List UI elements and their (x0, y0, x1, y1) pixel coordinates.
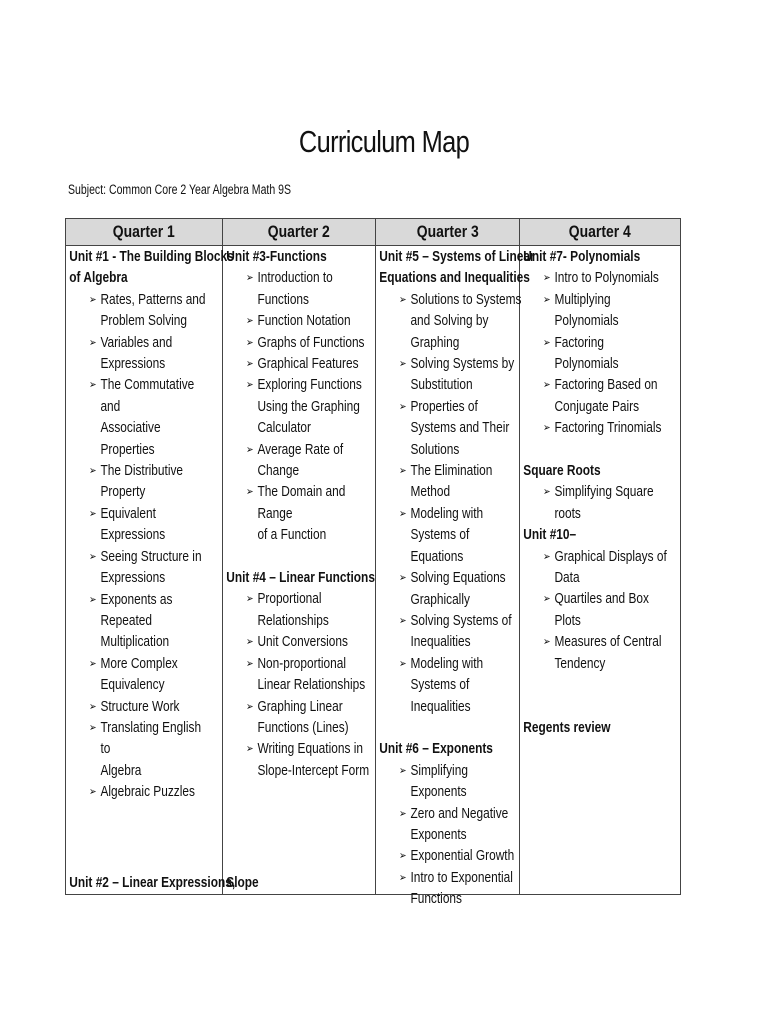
list-item-text (257, 632, 348, 653)
list-item-line: and Solving by (410, 313, 489, 330)
list-item-text (554, 589, 666, 632)
regents-review-heading: Regents review (523, 719, 611, 736)
list-item (226, 354, 370, 375)
list-item-line: Solving Equations (410, 570, 506, 587)
arrow-bullet-icon: ➢ (88, 293, 97, 306)
list-item-line: Factoring Based on (554, 377, 658, 394)
list-item-line: Solutions (410, 441, 460, 458)
list-item-text (410, 290, 521, 354)
list-item (69, 782, 213, 803)
list-item-line: Rates, Patterns and (100, 291, 206, 308)
list-item-text (257, 697, 348, 740)
arrow-bullet-icon: ➢ (245, 657, 254, 670)
arrow-bullet-icon: ➢ (542, 336, 551, 349)
list-item-line: Proportional (257, 591, 322, 608)
list-item-line: Calculator (257, 420, 311, 437)
list-item-line: Functions (257, 291, 309, 308)
list-item-line: Expressions (100, 570, 166, 587)
unit-4-heading: Unit #4 – Linear Functions (226, 570, 375, 587)
list-item-line: Non-proportional (257, 655, 347, 672)
list-item-text (554, 333, 666, 376)
list-item-line: Method (410, 484, 451, 501)
list-item (69, 718, 213, 782)
arrow-bullet-icon: ➢ (542, 379, 551, 392)
list-item-line: Algebraic Puzzles (100, 784, 195, 801)
arrow-bullet-icon: ➢ (398, 871, 407, 884)
list-item-line: Associative Properties (100, 420, 161, 458)
arrow-bullet-icon: ➢ (398, 465, 407, 478)
unit-5-heading: Unit #5 – Systems of Linear (379, 249, 535, 265)
list-item-text (410, 461, 492, 504)
list-item-line: Exploring Functions (257, 377, 362, 394)
list-item-line: Factoring Trinomials (554, 420, 662, 437)
list-item (226, 482, 370, 546)
list-item-line: Graphs of Functions (257, 334, 365, 351)
list-item-line: Problem Solving (100, 313, 188, 330)
list-item-line: Intro to Exponential (410, 869, 513, 886)
header-row (66, 219, 681, 246)
arrow-bullet-icon: ➢ (542, 422, 551, 435)
unit-7-topics (523, 268, 667, 439)
quarter-4-header: Quarter 4 (520, 219, 681, 246)
arrow-bullet-icon: ➢ (245, 358, 254, 371)
list-item-line: The Domain and Range (257, 484, 346, 522)
unit-3-topics (226, 268, 370, 546)
arrow-bullet-icon: ➢ (542, 550, 551, 563)
list-item-line: Tendency (554, 655, 606, 672)
quarter-3-cell (376, 246, 535, 908)
arrow-bullet-icon: ➢ (398, 764, 407, 777)
square-roots-heading: Square Roots (523, 463, 601, 480)
list-item (226, 589, 370, 632)
quarter-3-header: Quarter 3 (376, 219, 520, 246)
list-item-text (257, 375, 361, 439)
list-item-text (100, 547, 201, 590)
list-item (226, 697, 370, 740)
list-item-line: Solving Systems of (410, 612, 512, 629)
list-item-line: Function Notation (257, 313, 351, 330)
arrow-bullet-icon: ➢ (245, 486, 254, 499)
list-item-text (410, 804, 508, 847)
arrow-bullet-icon: ➢ (245, 743, 254, 756)
list-item-line: Solutions to Systems (410, 291, 522, 308)
arrow-bullet-icon: ➢ (88, 336, 97, 349)
list-item (69, 333, 213, 376)
arrow-bullet-icon: ➢ (245, 700, 254, 713)
list-item (379, 761, 523, 804)
list-item (379, 804, 523, 847)
list-item-text (410, 611, 511, 654)
list-item-text (100, 461, 183, 504)
list-item (69, 461, 213, 504)
list-item (523, 547, 667, 590)
quarter-4-cell (520, 246, 681, 895)
list-item-line: Equivalency (100, 677, 165, 694)
list-item-line: Functions (410, 891, 462, 908)
list-item-text (410, 868, 512, 911)
list-item-line: Equivalent Expressions (100, 505, 166, 544)
list-item (69, 290, 213, 333)
list-item-line: Modeling with (410, 505, 484, 522)
list-item (379, 868, 523, 911)
list-item-line: Structure Work (100, 698, 180, 715)
unit-3-heading: Unit #3-Functions (226, 249, 327, 265)
list-item (379, 611, 523, 654)
list-item-text (257, 440, 343, 483)
list-item (226, 739, 370, 782)
list-item-line: Writing Equations in (257, 741, 363, 758)
list-item-text (257, 333, 364, 354)
list-item-line: Solving Systems by (410, 356, 515, 373)
arrow-bullet-icon: ➢ (245, 272, 254, 285)
list-item-text (554, 482, 666, 525)
list-item-line: Exponents as Repeated (100, 591, 173, 629)
list-item (523, 268, 667, 289)
list-item-text (410, 397, 509, 461)
list-item (523, 482, 667, 525)
list-item-line: Linear Relationships (257, 677, 366, 694)
unit-10-topics (523, 547, 667, 675)
list-item (226, 375, 370, 439)
arrow-bullet-icon: ➢ (245, 443, 254, 456)
quarter-1-header: Quarter 1 (66, 219, 223, 246)
slope-heading: Slope (226, 874, 259, 891)
list-item (379, 397, 523, 461)
list-item-line: Graphical Features (257, 356, 359, 373)
arrow-bullet-icon: ➢ (245, 593, 254, 606)
quarter-2-cell (223, 246, 376, 895)
list-item (226, 632, 370, 653)
list-item (69, 654, 213, 697)
arrow-bullet-icon: ➢ (542, 593, 551, 606)
list-item-line: Variables and (100, 334, 173, 351)
arrow-bullet-icon: ➢ (398, 657, 407, 670)
list-item-text (100, 504, 212, 547)
list-item-text (257, 739, 369, 782)
list-item-text (257, 268, 332, 311)
arrow-bullet-icon: ➢ (88, 786, 97, 799)
list-item-line: Conjugate Pairs (554, 398, 640, 415)
arrow-bullet-icon: ➢ (398, 572, 407, 585)
arrow-bullet-icon: ➢ (245, 636, 254, 649)
quarter-1-cell (66, 246, 236, 895)
list-item (379, 461, 523, 504)
list-item-line: Expressions (100, 356, 166, 373)
arrow-bullet-icon: ➢ (398, 293, 407, 306)
arrow-bullet-icon: ➢ (398, 807, 407, 820)
list-item (226, 440, 370, 483)
arrow-bullet-icon: ➢ (398, 358, 407, 371)
list-item-line: Quartiles and Box Plots (554, 591, 649, 629)
list-item-line: Properties of (410, 398, 478, 415)
unit-1-topics (69, 290, 213, 804)
arrow-bullet-icon: ➢ (245, 379, 254, 392)
list-item-line: of a Function (257, 527, 327, 544)
list-item-text (257, 482, 369, 546)
list-item (523, 333, 667, 376)
arrow-bullet-icon: ➢ (542, 636, 551, 649)
list-item (379, 654, 523, 718)
list-item-line: Data (554, 570, 580, 587)
arrow-bullet-icon: ➢ (88, 465, 97, 478)
list-item-text (100, 375, 212, 461)
arrow-bullet-icon: ➢ (542, 293, 551, 306)
unit-6-heading: Unit #6 – Exponents (379, 741, 493, 758)
list-item (523, 418, 667, 439)
square-roots-topics (523, 482, 667, 525)
list-item-text (100, 782, 195, 803)
arrow-bullet-icon: ➢ (398, 850, 407, 863)
list-item-line: Multiplying Polynomials (554, 291, 619, 330)
list-item-text (554, 268, 658, 289)
list-item-text (100, 290, 205, 333)
list-item-line: Average Rate of (257, 441, 344, 458)
list-item-text (257, 654, 365, 697)
arrow-bullet-icon: ➢ (542, 272, 551, 285)
list-item (523, 632, 667, 675)
arrow-bullet-icon: ➢ (398, 507, 407, 520)
subject-line: Subject: Common Core 2 Year Algebra Math 9S (68, 182, 292, 197)
list-item (523, 589, 667, 632)
list-item-line: Intro to Polynomials (554, 270, 659, 287)
list-item-line: Functions (Lines) (257, 719, 349, 736)
arrow-bullet-icon: ➢ (88, 507, 97, 520)
list-item-text (410, 354, 514, 397)
list-item-text (257, 311, 350, 332)
arrow-bullet-icon: ➢ (88, 700, 97, 713)
list-item-line: Seeing Structure in (100, 548, 202, 565)
arrow-bullet-icon: ➢ (542, 486, 551, 499)
list-item-line: The Elimination (410, 463, 493, 480)
curriculum-table (65, 218, 681, 908)
list-item-line: Systems and Their (410, 420, 510, 437)
list-item-line: Simplifying (410, 762, 468, 779)
arrow-bullet-icon: ➢ (398, 400, 407, 413)
list-item-line: Exponents (410, 826, 467, 843)
list-item-line: Using the Graphing (257, 398, 360, 415)
list-item-line: Modeling with (410, 655, 484, 672)
list-item (379, 504, 523, 568)
list-item-line: The Commutative and (100, 377, 195, 415)
list-item (379, 290, 523, 354)
list-item-line: The Distributive (100, 463, 184, 480)
list-item-line: Graphing (410, 334, 460, 351)
list-item (379, 846, 523, 867)
list-item-line: Graphically (410, 591, 470, 608)
list-item-line: More Complex (100, 655, 178, 672)
arrow-bullet-icon: ➢ (398, 614, 407, 627)
list-item (226, 268, 370, 311)
arrow-bullet-icon: ➢ (88, 379, 97, 392)
list-item-text (100, 654, 177, 697)
list-item-text (410, 846, 514, 867)
list-item-line: Graphing Linear (257, 698, 343, 715)
arrow-bullet-icon: ➢ (245, 315, 254, 328)
list-item (226, 333, 370, 354)
unit-10-heading: Unit #10– (523, 527, 577, 544)
unit-1-heading-cont: of Algebra (69, 270, 128, 287)
list-item-line: Introduction to (257, 270, 333, 287)
unit-7-heading: Unit #7- Polynomials (523, 249, 641, 265)
list-item-text (257, 354, 358, 375)
list-item (379, 568, 523, 611)
unit-2-heading: Unit #2 – Linear Expressions, (69, 874, 236, 891)
page-title: Curriculum Map (298, 124, 470, 159)
list-item (226, 311, 370, 332)
list-item (523, 290, 667, 333)
unit-5-topics (379, 290, 523, 718)
list-item (69, 504, 213, 547)
quarter-2-header: Quarter 2 (223, 219, 376, 246)
arrow-bullet-icon: ➢ (88, 550, 97, 563)
list-item-text (410, 761, 467, 804)
list-item-text (554, 632, 661, 675)
list-item (523, 375, 667, 418)
list-item-line: Exponents (410, 784, 467, 801)
list-item-text (554, 290, 666, 333)
list-item-line: Slope-Intercept Form (257, 762, 370, 779)
list-item-line: Relationships (257, 612, 329, 629)
unit-4-topics (226, 589, 370, 782)
list-item-text (100, 333, 172, 376)
list-item-text (554, 418, 661, 439)
list-item-text (554, 375, 657, 418)
list-item (69, 697, 213, 718)
list-item-text (554, 547, 666, 590)
list-item-line: Zero and Negative (410, 805, 509, 822)
unit-6-topics (379, 761, 523, 911)
list-item (69, 375, 213, 461)
list-item-line: Factoring Polynomials (554, 334, 619, 373)
list-item (69, 590, 213, 654)
list-item-text (410, 504, 522, 568)
arrow-bullet-icon: ➢ (88, 657, 97, 670)
list-item-text (410, 568, 505, 611)
list-item (226, 654, 370, 697)
list-item-text (100, 697, 179, 718)
list-item-text (410, 654, 483, 718)
unit-1-heading: Unit #1 - The Building Blocks (69, 249, 234, 265)
list-item-line: Translating English to (100, 719, 202, 758)
list-item (69, 547, 213, 590)
list-item-line: Inequalities (410, 634, 471, 651)
arrow-bullet-icon: ➢ (88, 593, 97, 606)
list-item-line: Graphical Displays of (554, 548, 667, 565)
list-item-line: Multiplication (100, 634, 170, 651)
unit-5-heading-cont: Equations and Inequalities (379, 270, 530, 287)
list-item-line: Simplifying Square roots (554, 484, 654, 522)
list-item-text (100, 590, 212, 654)
list-item (379, 354, 523, 397)
list-item-text (100, 718, 212, 782)
list-item-line: Property (100, 484, 146, 501)
list-item-line: Change (257, 463, 300, 480)
list-item-line: Systems of (410, 677, 470, 694)
list-item-line: Substitution (410, 377, 473, 394)
list-item-text (257, 589, 328, 632)
list-item-line: Measures of Central (554, 634, 662, 651)
list-item-line: Unit Conversions (257, 634, 348, 651)
list-item-line: Systems of Equations (410, 527, 470, 565)
list-item-line: Algebra (100, 762, 142, 779)
arrow-bullet-icon: ➢ (245, 336, 254, 349)
list-item-line: Exponential Growth (410, 848, 515, 865)
arrow-bullet-icon: ➢ (88, 721, 97, 734)
list-item-line: Inequalities (410, 698, 471, 715)
